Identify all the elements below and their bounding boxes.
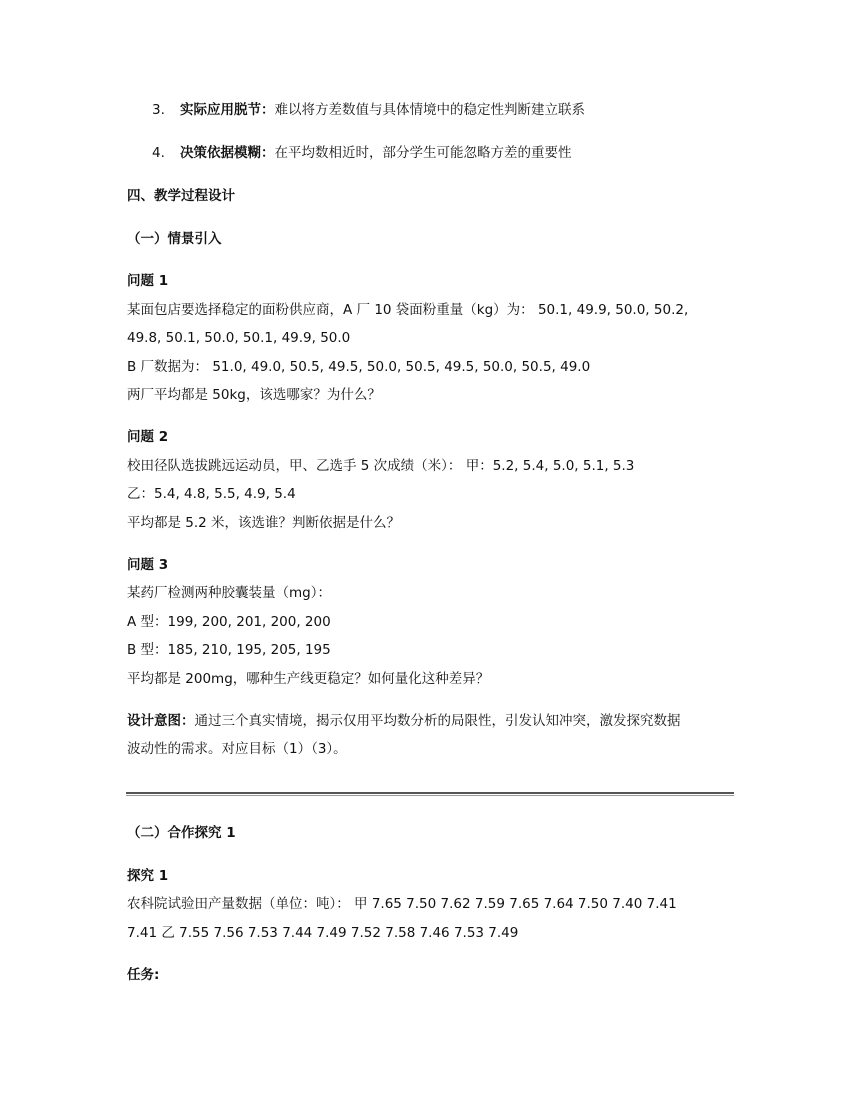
question-2-line: 平均都是 5.2 米，该选谁？判断依据是什么？ [127,515,401,531]
subsection-heading-explore: （二）合作探究 1 [127,825,236,841]
question-3-line: A 型：199, 200, 201, 200, 200 [127,614,331,630]
question-1-line: 两厂平均都是 50kg，该选哪家？为什么？ [127,387,381,403]
section-heading: 四、教学过程设计 [127,188,235,204]
explore-1-title: 探究 1 [127,868,169,884]
question-2-line: 乙：5.4, 4.8, 5.5, 4.9, 5.4 [127,486,296,502]
question-1-line: B 厂数据为： 51.0, 49.0, 50.5, 49.5, 50.0, 50.5, 49.5, 50.0, 50.5, 49.0 [127,359,591,375]
question-1-line: 某面包店要选择稳定的面粉供应商，A 厂 10 袋面粉重量（kg）为： 50.1, 49.9, 50.0, 50.2, [127,302,689,318]
question-3-title: 问题 3 [127,557,169,573]
design-intent-text: 通过三个真实情境，揭示仅用平均数分析的局限性，引发认知冲突，激发探究数据 [194,713,681,729]
list-item-title: 决策依据模糊 [180,145,261,161]
list-item-3 [152,100,585,120]
explore-1-line: 农科院试验田产量数据（单位：吨）： 甲 7.65 7.50 7.62 7.59 7.65 7.64 7.50 7.40 7.41 [127,896,677,912]
list-number: 4. [152,145,165,161]
list-item-separator: ： [261,102,275,118]
question-3-line: 某药厂检测两种胶囊装量（mg）： [127,585,331,601]
question-3-line: 平均都是 200mg，哪种生产线更稳定？如何量化这种差异？ [127,671,490,687]
list-item-text: 在平均数相近时，部分学生可能忽略方差的重要性 [274,145,572,161]
list-item-separator: ： [261,145,275,161]
list-item-title: 实际应用脱节 [180,102,261,118]
subsection-heading-intro: （一）情景引入 [127,231,222,247]
list-number: 3. [152,102,165,118]
list-item-4 [152,143,572,163]
question-2-line: 校田径队选拔跳远运动员，甲、乙选手 5 次成绩（米）： 甲：5.2, 5.4, 5.0, 5.1, 5.3 [127,458,635,474]
explore-1-line: 7.41 乙 7.55 7.56 7.53 7.44 7.49 7.52 7.58 7.46 7.53 7.49 [127,925,519,941]
design-intent-label: 设计意图 [127,713,181,729]
list-item-text: 难以将方差数值与具体情境中的稳定性判断建立联系 [274,102,585,118]
horizontal-divider [126,792,734,796]
design-intent-continued: 波动性的需求。对应目标（1）（3）。 [127,741,347,757]
design-intent-separator: ： [181,713,195,729]
question-1-title: 问题 1 [127,273,169,289]
question-2-title: 问题 2 [127,429,169,445]
question-3-line: B 型：185, 210, 195, 205, 195 [127,642,331,658]
design-intent [127,711,681,731]
task-label: 任务: [127,967,160,983]
question-1-line: 49.8, 50.1, 50.0, 50.1, 49.9, 50.0 [127,330,351,346]
